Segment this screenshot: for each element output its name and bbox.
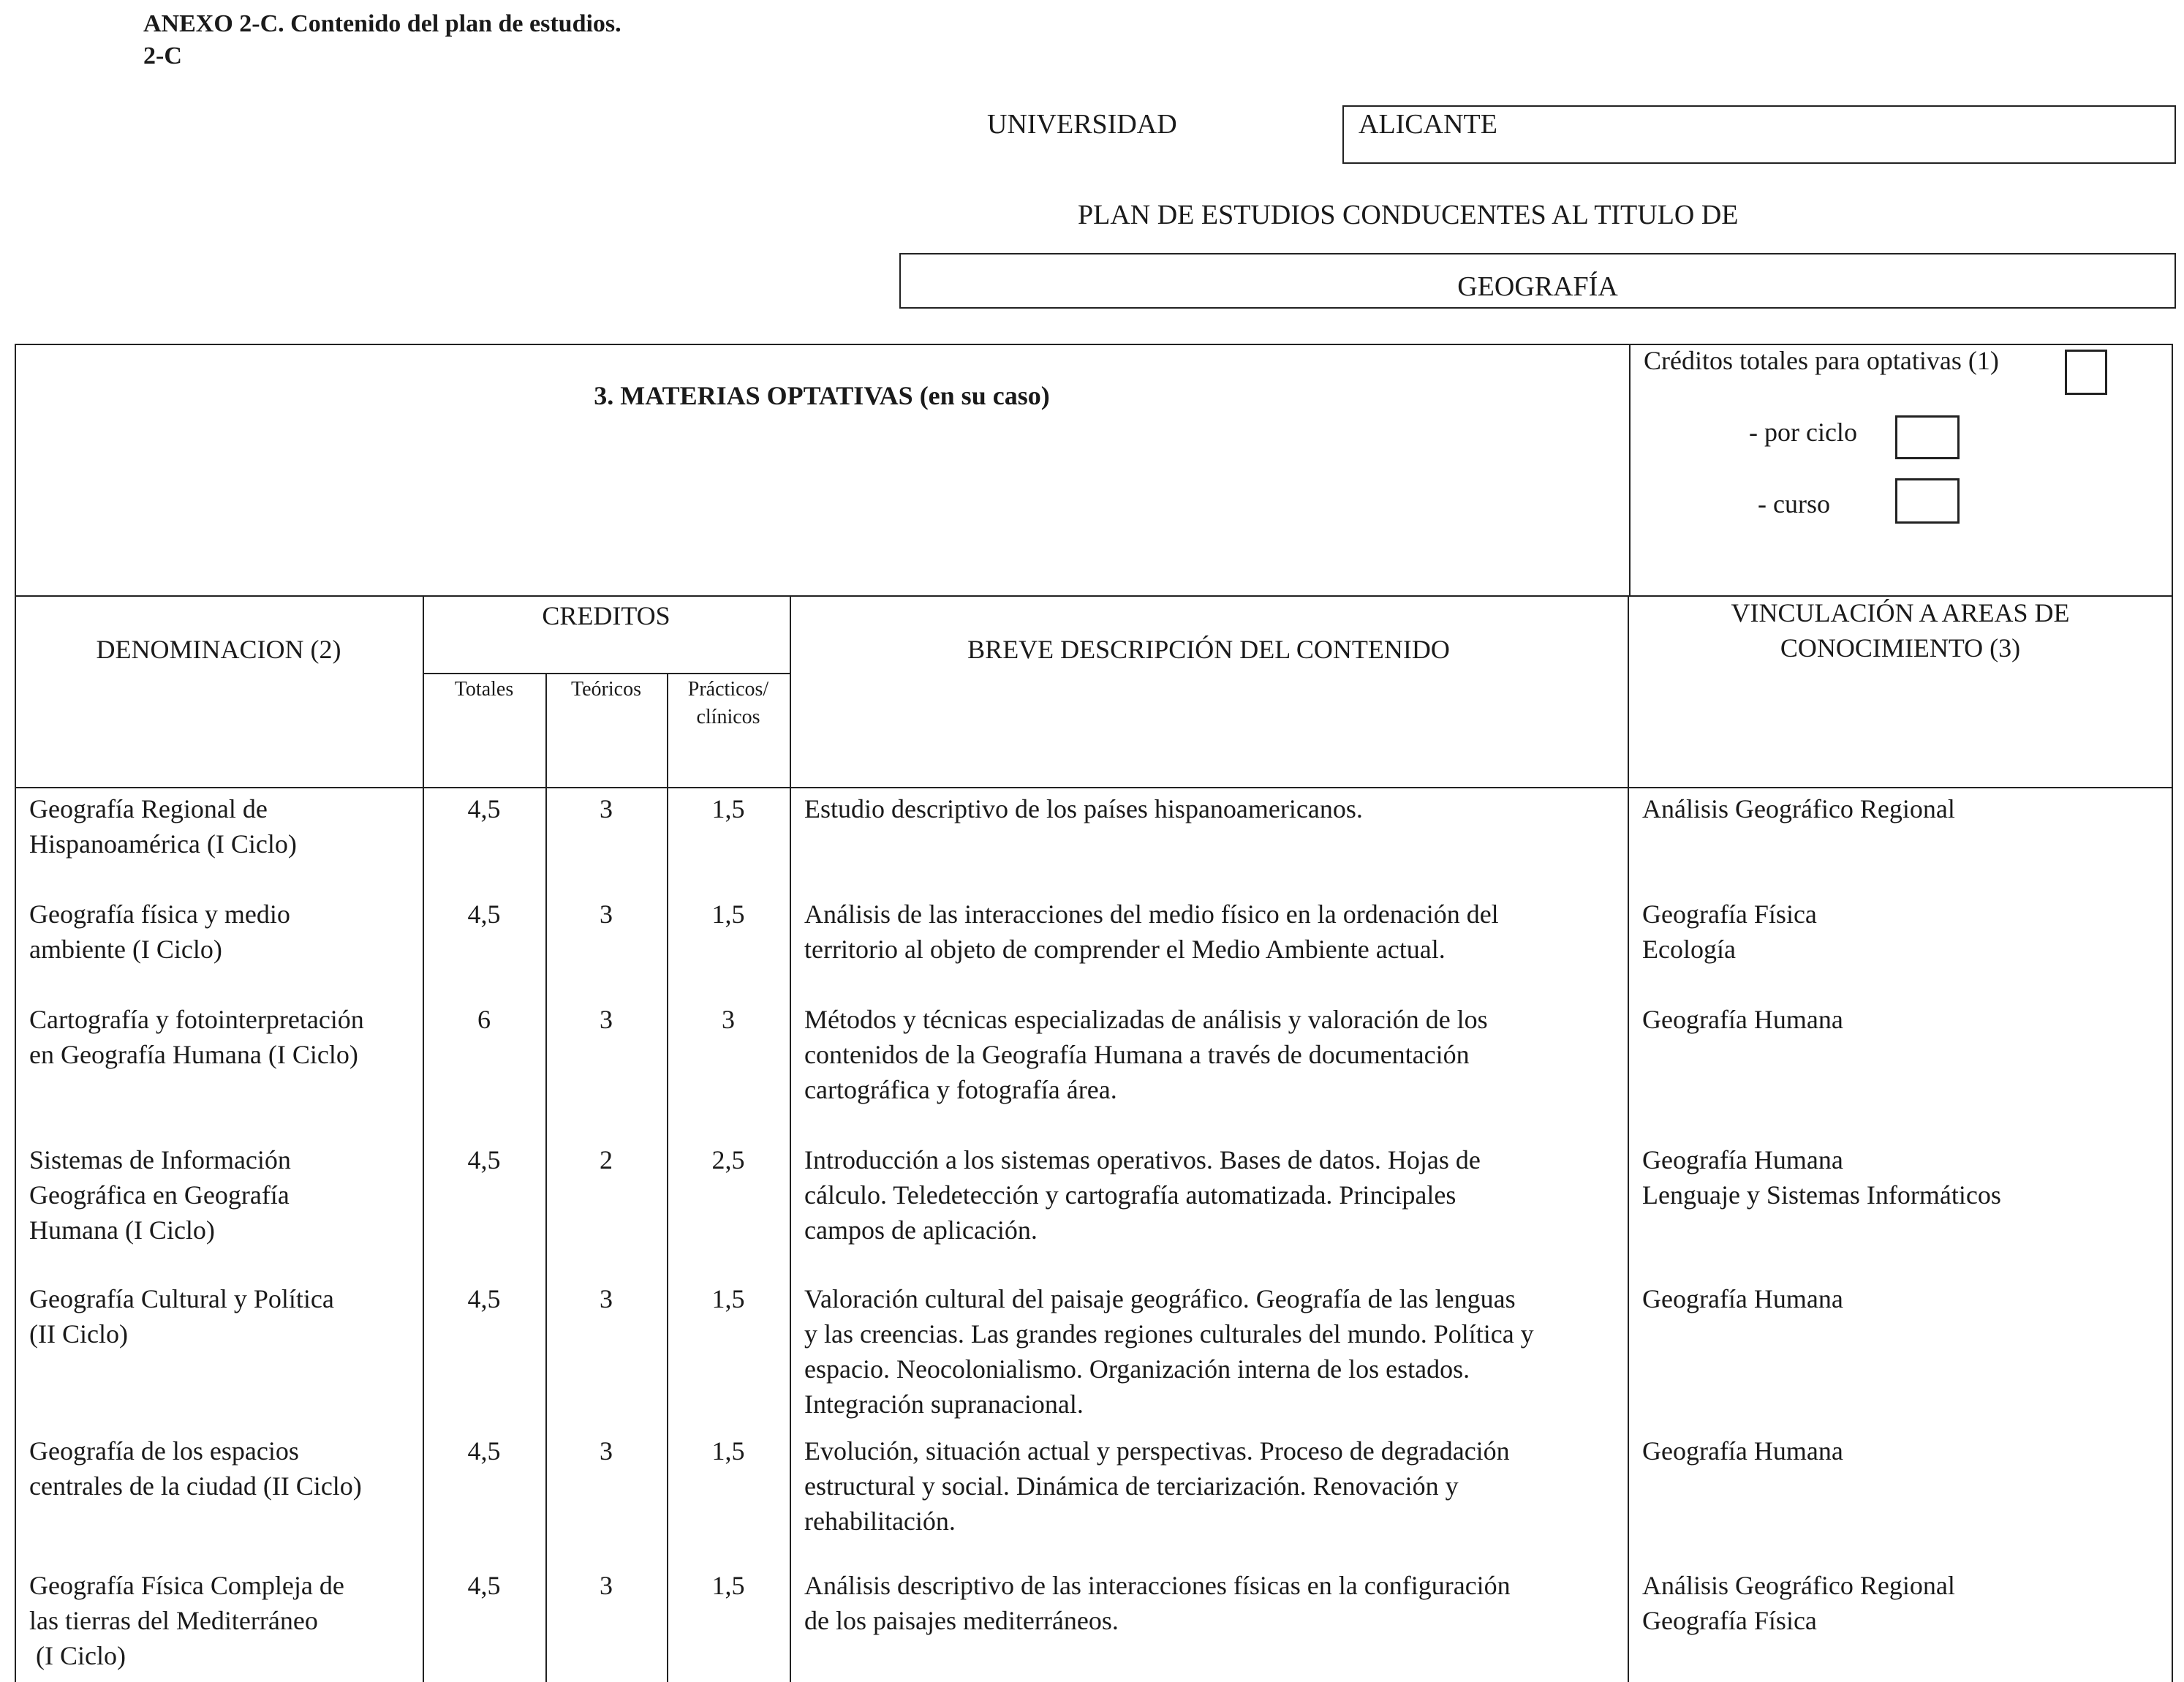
row-5-totales: 4,5 <box>467 1284 501 1313</box>
row-7-name-line: (I Ciclo) <box>29 1641 126 1670</box>
row-2-description <box>804 897 1623 967</box>
row-2-totales: 4,5 <box>467 900 501 929</box>
row-5-name-line: (II Ciclo) <box>29 1319 128 1349</box>
row-5-description-line: y las creencias. Las grandes regiones culturales del mundo. Política y <box>804 1319 1534 1349</box>
row-5-areas <box>1642 1281 2169 1316</box>
row-4-description-line: Introducción a los sistemas operativos. Bases de datos. Hojas de <box>804 1145 1481 1174</box>
row-3-name-line: Cartografía y fotointerpretación <box>29 1005 364 1034</box>
row-6-totales: 4,5 <box>467 1436 501 1466</box>
annex-title: ANEXO 2-C. Contenido del plan de estudios. <box>143 10 621 37</box>
row-7-description <box>804 1568 1623 1638</box>
row-2-areas-line: Geografía Física <box>1642 900 1817 929</box>
header-practicos: Prácticos/ clínicos <box>687 678 769 728</box>
header-vinculacion: VINCULACIÓN A AREAS DE CONOCIMIENTO (3) <box>1731 598 2070 663</box>
credits-total-label: Créditos totales para optativas (1) <box>1644 346 1999 375</box>
row-2-areas <box>1642 897 2169 967</box>
row-5-name <box>29 1281 417 1351</box>
row-5-teoricos: 3 <box>600 1284 613 1313</box>
row-4-description-line: cálculo. Teledetección y cartografía automatizada. Principales <box>804 1180 1456 1210</box>
row-3-description-line: cartográfica y fotografía área. <box>804 1075 1117 1104</box>
per-cycle-box[interactable] <box>1895 415 1960 459</box>
row-7-name <box>29 1568 417 1673</box>
row-7-description-line: Análisis descriptivo de las interacciones físicas en la configuración <box>804 1571 1511 1600</box>
row-3-name <box>29 1002 417 1072</box>
row-5-description-line: Integración supranacional. <box>804 1389 1084 1419</box>
row-1-name <box>29 791 417 861</box>
university-label: UNIVERSIDAD <box>987 109 1177 140</box>
row-3-areas <box>1642 1002 2169 1037</box>
row-5-areas-line: Geografía Humana <box>1642 1284 1843 1313</box>
row-7-teoricos: 3 <box>600 1571 613 1600</box>
university-field <box>1342 105 2176 164</box>
row-4-teoricos: 2 <box>600 1145 613 1174</box>
row-7-totales: 4,5 <box>467 1571 501 1600</box>
row-7-name-line: las tierras del Mediterráneo <box>29 1606 318 1635</box>
row-1-areas <box>1642 791 2169 826</box>
header-creditos: CREDITOS <box>542 601 670 630</box>
row-7-areas-line: Geografía Física <box>1642 1606 1817 1635</box>
row-4-description <box>804 1142 1623 1248</box>
degree-field <box>899 253 2176 309</box>
row-2-areas-line: Ecología <box>1642 935 1736 964</box>
section-title: 3. MATERIAS OPTATIVAS (en su caso) <box>594 381 1050 410</box>
row-4-totales: 4,5 <box>467 1145 501 1174</box>
degree-value: GEOGRAFÍA <box>1457 271 1618 302</box>
row-2-name-line: Geografía física y medio <box>29 900 290 929</box>
row-1-description-line: Estudio descriptivo de los países hispanoamericanos. <box>804 794 1363 823</box>
credits-total-box[interactable] <box>2065 350 2107 395</box>
row-6-teoricos: 3 <box>600 1436 613 1466</box>
row-1-description <box>804 791 1623 826</box>
row-5-description-line: Valoración cultural del paisaje geográfico. Geografía de las lenguas <box>804 1284 1516 1313</box>
row-1-areas-line: Análisis Geográfico Regional <box>1642 794 1955 823</box>
header-descripcion: BREVE DESCRIPCIÓN DEL CONTENIDO <box>967 635 1450 664</box>
row-3-areas-line: Geografía Humana <box>1642 1005 1843 1034</box>
row-3-totales: 6 <box>477 1005 491 1034</box>
row-1-name-line: Geografía Regional de <box>29 794 268 823</box>
row-2-name-line: ambiente (I Ciclo) <box>29 935 222 964</box>
row-4-name-line: Geográfica en Geografía <box>29 1180 290 1210</box>
row-6-name-line: centrales de la ciudad (II Ciclo) <box>29 1471 362 1501</box>
row-3-description <box>804 1002 1623 1107</box>
row-4-areas-line: Lenguaje y Sistemas Informáticos <box>1642 1180 2001 1210</box>
per-course-box[interactable] <box>1895 478 1960 524</box>
row-6-description-line: estructural y social. Dinámica de terciarización. Renovación y <box>804 1471 1459 1501</box>
row-3-practicos: 3 <box>722 1005 735 1034</box>
row-6-description <box>804 1433 1623 1539</box>
row-2-teoricos: 3 <box>600 900 613 929</box>
row-5-description <box>804 1281 1623 1422</box>
row-6-name-line: Geografía de los espacios <box>29 1436 299 1466</box>
row-2-name <box>29 897 417 967</box>
row-4-areas-line: Geografía Humana <box>1642 1145 1843 1174</box>
row-2-practicos: 1,5 <box>711 900 745 929</box>
row-4-description-line: campos de aplicación. <box>804 1215 1038 1245</box>
row-6-description-line: Evolución, situación actual y perspectivas. Proceso de degradación <box>804 1436 1510 1466</box>
row-5-practicos: 1,5 <box>711 1284 745 1313</box>
row-4-areas <box>1642 1142 2169 1213</box>
per-course-label: - curso <box>1758 489 1830 518</box>
row-3-description-line: Métodos y técnicas especializadas de análisis y valoración de los <box>804 1005 1488 1034</box>
row-1-name-line: Hispanoamérica (I Ciclo) <box>29 829 297 859</box>
row-7-description-line: de los paisajes mediterráneos. <box>804 1606 1119 1635</box>
header-denominacion: DENOMINACION (2) <box>96 635 341 664</box>
row-4-name-line: Humana (I Ciclo) <box>29 1215 215 1245</box>
row-5-name-line: Geografía Cultural y Política <box>29 1284 334 1313</box>
header-totales: Totales <box>454 678 514 701</box>
per-cycle-label: - por ciclo <box>1749 418 1857 447</box>
row-1-teoricos: 3 <box>600 794 613 823</box>
row-2-description-line: territorio al objeto de comprender el Medio Ambiente actual. <box>804 935 1446 964</box>
row-2-description-line: Análisis de las interacciones del medio físico en la ordenación del <box>804 900 1499 929</box>
row-7-name-line: Geografía Física Compleja de <box>29 1571 344 1600</box>
row-6-areas-line: Geografía Humana <box>1642 1436 1843 1466</box>
plan-label: PLAN DE ESTUDIOS CONDUCENTES AL TITULO DE <box>1078 200 1739 230</box>
row-6-practicos: 1,5 <box>711 1436 745 1466</box>
row-6-description-line: rehabilitación. <box>804 1506 956 1536</box>
row-3-description-line: contenidos de la Geografía Humana a través de documentación <box>804 1040 1470 1069</box>
row-5-description-line: espacio. Neocolonialismo. Organización interna de los estados. <box>804 1354 1470 1384</box>
row-6-name <box>29 1433 417 1504</box>
row-3-teoricos: 3 <box>600 1005 613 1034</box>
row-1-practicos: 1,5 <box>711 794 745 823</box>
annex-code: 2-C <box>143 42 182 69</box>
row-4-name <box>29 1142 417 1248</box>
row-7-practicos: 1,5 <box>711 1571 745 1600</box>
row-1-totales: 4,5 <box>467 794 501 823</box>
row-3-name-line: en Geografía Humana (I Ciclo) <box>29 1040 358 1069</box>
row-7-areas-line: Análisis Geográfico Regional <box>1642 1571 1955 1600</box>
university-value: ALICANTE <box>1359 109 1497 140</box>
header-teoricos: Teóricos <box>570 678 641 701</box>
row-6-areas <box>1642 1433 2169 1468</box>
row-7-areas <box>1642 1568 2169 1638</box>
row-4-name-line: Sistemas de Información <box>29 1145 291 1174</box>
row-4-practicos: 2,5 <box>711 1145 745 1174</box>
